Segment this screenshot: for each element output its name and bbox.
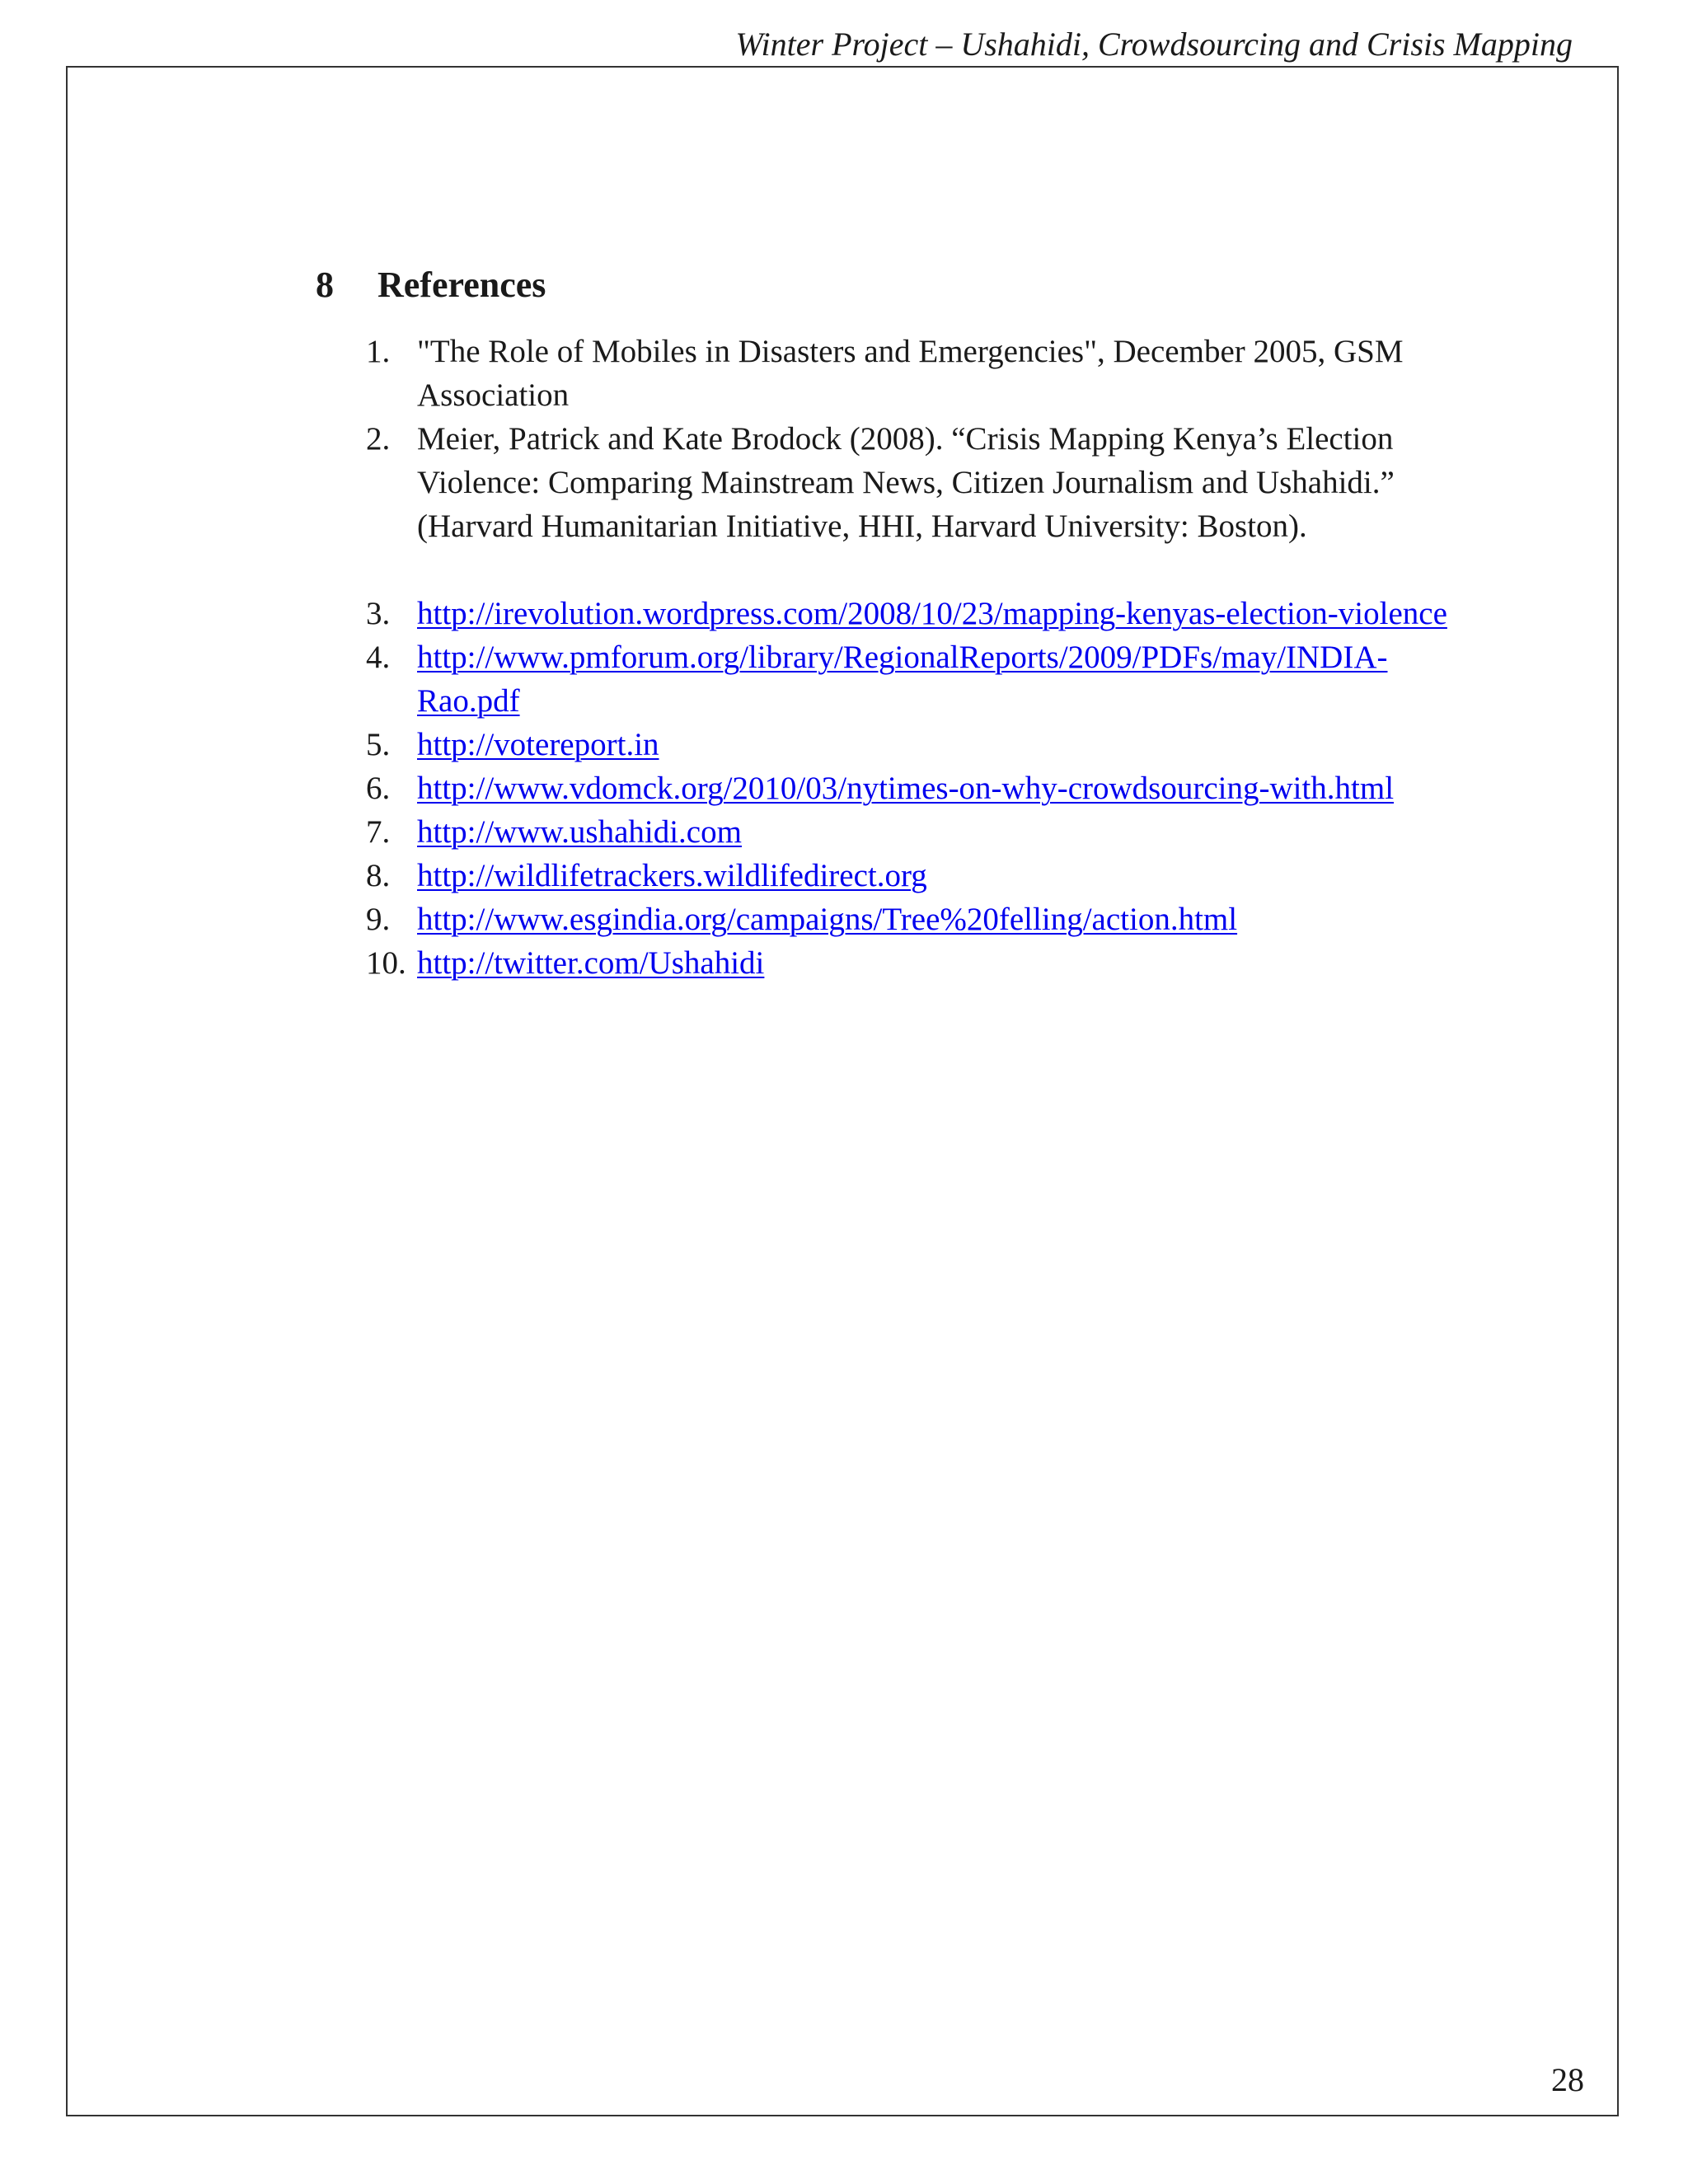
section-heading	[316, 262, 546, 308]
reference-number: 9.	[366, 902, 391, 937]
reference-item	[366, 898, 1470, 941]
reference-item	[366, 766, 1470, 810]
reference-link[interactable]: http://votereport.in	[417, 727, 659, 762]
reference-text: "The Role of Mobiles in Disasters and Emergencies", December 2005, GSM Association	[417, 334, 1404, 413]
reference-item	[366, 417, 1470, 548]
reference-number: 10.	[366, 945, 406, 981]
reference-item	[366, 635, 1470, 723]
reference-link[interactable]: http://wildlifetrackers.wildlifedirect.org	[417, 858, 927, 893]
reference-number: 6.	[366, 771, 391, 806]
reference-item	[366, 330, 1470, 417]
reference-number: 4.	[366, 640, 391, 675]
reference-text: Meier, Patrick and Kate Brodock (2008). “Crisis Mapping Kenya’s Election Violence: Comparing Mainstream News, Citizen Journalism and Ushahidi.” (Harvard Humanitarian Initiative, HHI, Harvard University: Boston).	[417, 421, 1395, 544]
reference-item	[366, 854, 1470, 898]
running-header: Winter Project – Ushahidi, Crowdsourcing and Crisis Mapping	[735, 26, 1573, 63]
reference-link[interactable]: http://www.ushahidi.com	[417, 814, 742, 850]
reference-link[interactable]: http://www.vdomck.org/2010/03/nytimes-on-why-crowdsourcing-with.html	[417, 771, 1395, 806]
reference-number: 5.	[366, 727, 391, 762]
reference-item	[366, 592, 1470, 635]
reference-number: 2.	[366, 421, 391, 457]
section-title: References	[377, 265, 546, 305]
reference-item	[366, 723, 1470, 766]
reference-link[interactable]: http://www.pmforum.org/library/RegionalReports/2009/PDFs/may/INDIA-Rao.pdf	[417, 640, 1388, 719]
reference-number: 1.	[366, 334, 391, 369]
reference-number: 7.	[366, 814, 391, 850]
reference-link[interactable]: http://twitter.com/Ushahidi	[417, 945, 765, 981]
section-number: 8	[316, 265, 334, 305]
reference-list	[366, 330, 1470, 985]
reference-number: 8.	[366, 858, 391, 893]
page-number: 28	[1551, 2061, 1584, 2098]
reference-item	[366, 941, 1470, 985]
reference-link[interactable]: http://irevolution.wordpress.com/2008/10/23/mapping-kenyas-election-violence	[417, 596, 1447, 631]
reference-item	[366, 810, 1470, 854]
reference-number: 3.	[366, 596, 391, 631]
reference-link[interactable]: http://www.esgindia.org/campaigns/Tree%20felling/action.html	[417, 902, 1238, 937]
